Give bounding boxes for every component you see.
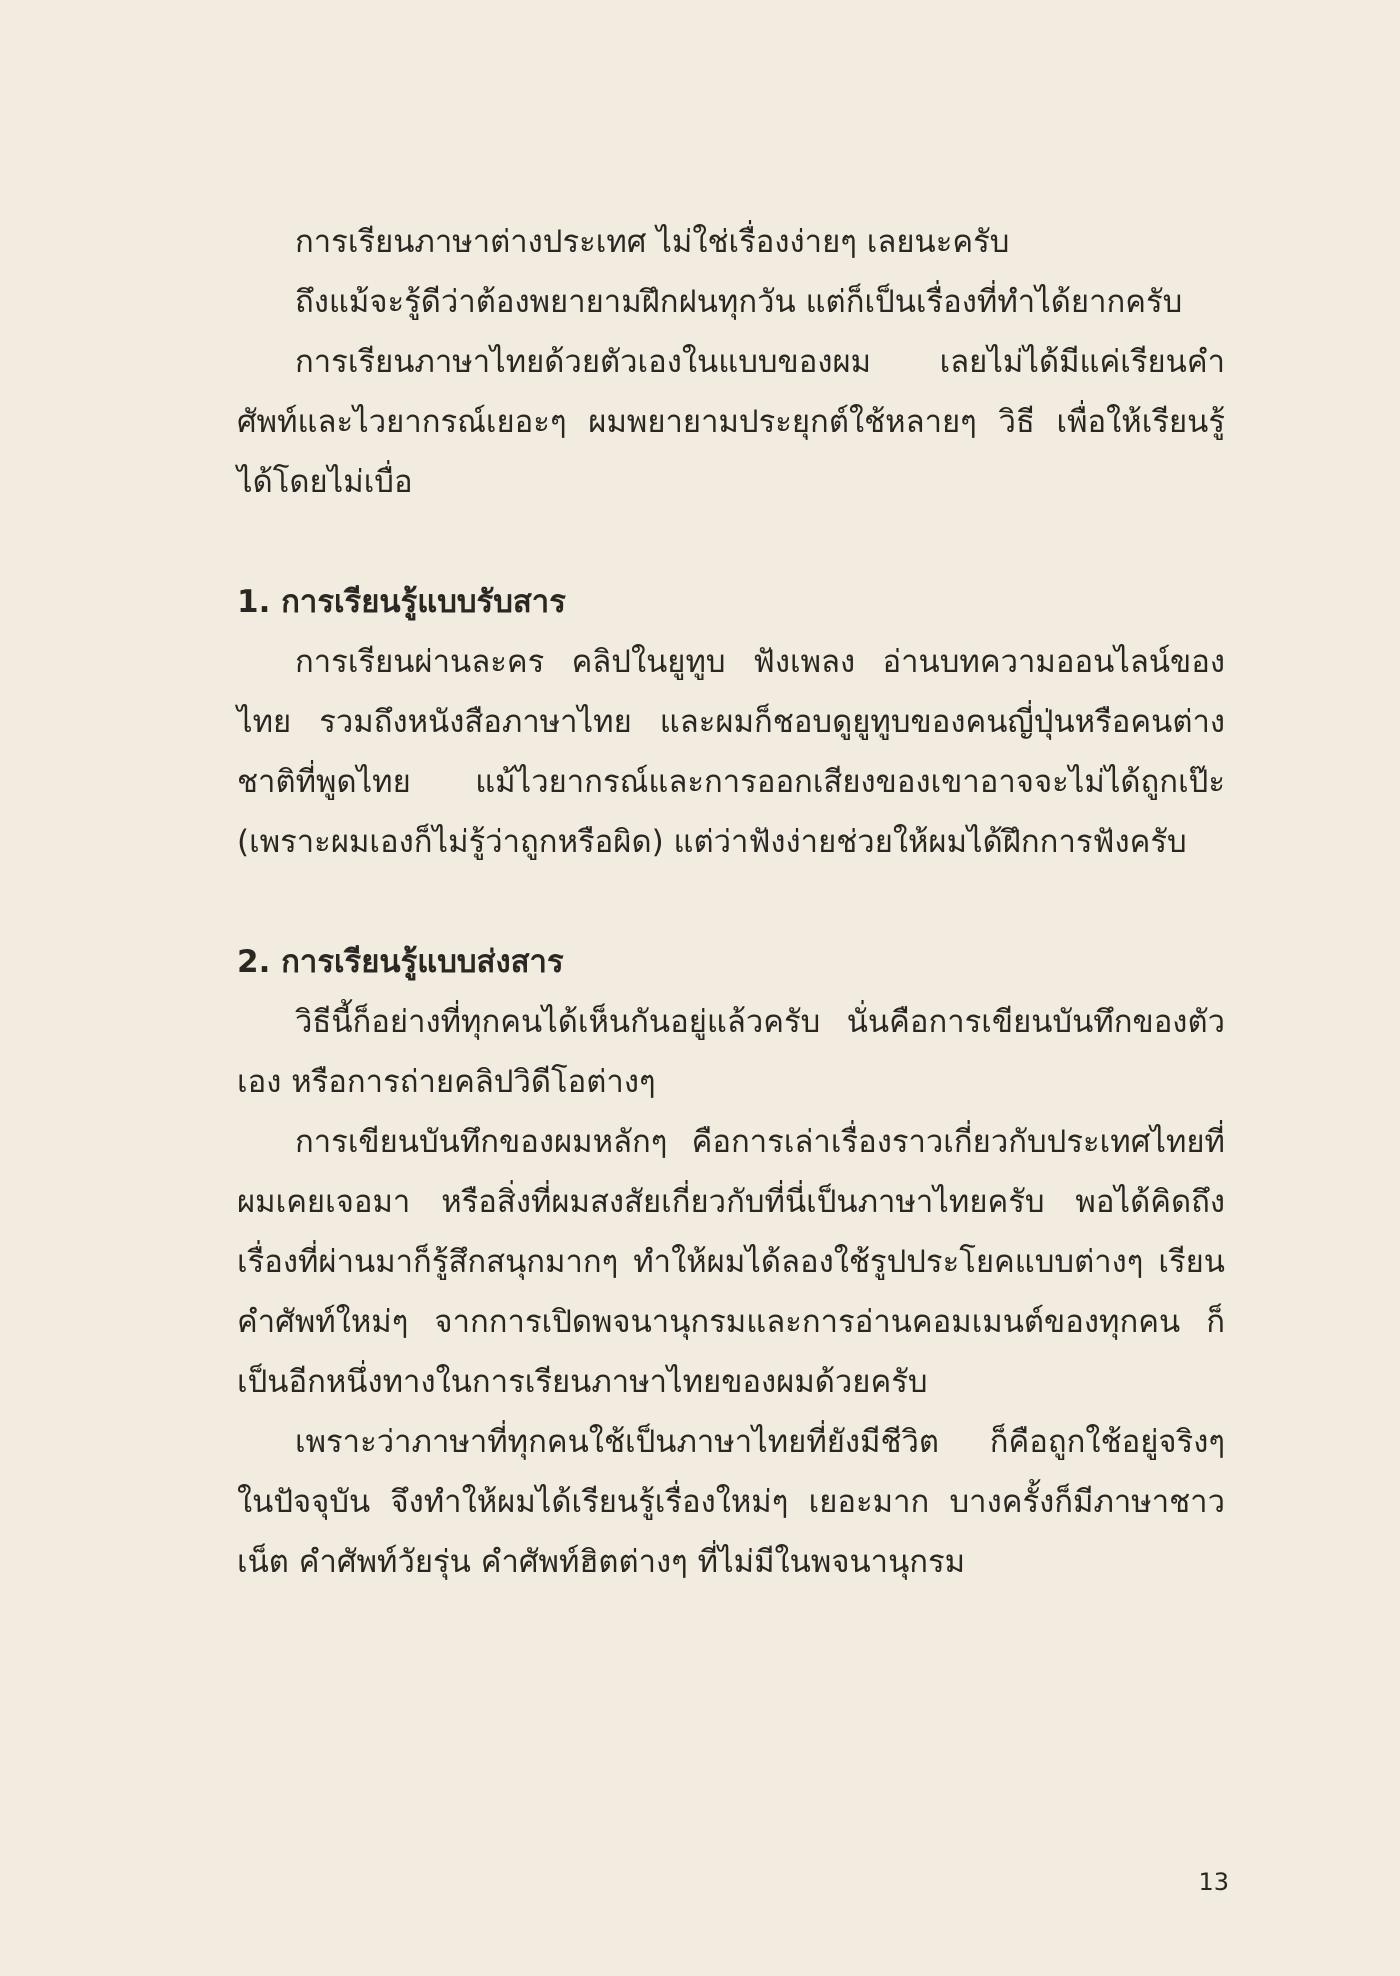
section-spacer	[237, 872, 1225, 932]
intro-paragraph-1: การเรียนภาษาต่างประเทศ ไม่ใช่เรื่องง่ายๆ เลยนะครับ	[295, 224, 1010, 260]
section-1-heading: 1. การเรียนรู้แบบรับสาร	[237, 584, 566, 620]
section-2-paragraph-2: การเขียนบันทึกของผมหลักๆ คือการเล่าเรื่องราวเกี่ยวกับประเทศไทยที่ผมเคยเจอมา หรือสิ่งที่ผมสงสัยเกี่ยวกับที่นี่เป็นภาษาไทยครับ พอได้คิดถึงเรื่องที่ผ่านมาก็รู้สึกสนุกมากๆ ทำให้ผมได้ลองใช้รูปประโยคแบบต่างๆ เรียนคำศัพท์ใหม่ๆ จากการเปิดพจนานุกรมและการอ่านคอมเมนต์ของทุกคน ก็เป็นอีกหนึ่งทางในการเรียนภาษาไทยของผมด้วยครับ	[237, 1124, 1225, 1400]
page-body	[237, 212, 1225, 1592]
section-1-paragraph-1: การเรียนผ่านละคร คลิปในยูทูบ ฟังเพลง อ่านบทความออนไลน์ของไทย รวมถึงหนังสือภาษาไทย และผมก็ชอบดูยูทูบของคนญี่ปุ่นหรือคนต่างชาติที่พูดไทย แม้ไวยากรณ์และการออกเสียงของเขาอาจจะไม่ได้ถูกเป๊ะ (เพราะผมเองก็ไม่รู้ว่าถูกหรือผิด) แต่ว่าฟังง่ายช่วยให้ผมได้ฝึกการฟังครับ	[237, 644, 1225, 860]
intro-paragraph-3: การเรียนภาษาไทยด้วยตัวเองในแบบของผม เลยไม่ได้มีแค่เรียนคำศัพท์และไวยากรณ์เยอะๆ ผมพยายามประยุกต์ใช้หลายๆ วิธี เพื่อให้เรียนรู้ได้โดยไม่เบื่อ	[237, 344, 1225, 500]
section-2-paragraph-3: เพราะว่าภาษาที่ทุกคนใช้เป็นภาษาไทยที่ยังมีชีวิต ก็คือถูกใช้อยู่จริงๆ ในปัจจุบัน จึงทำให้ผมได้เรียนรู้เรื่องใหม่ๆ เยอะมาก บางครั้งก็มีภาษาชาวเน็ต คำศัพท์วัยรุ่น คำศัพท์ฮิตต่างๆ ที่ไม่มีในพจนานุกรม	[237, 1424, 1225, 1580]
page-number: 13	[1198, 1868, 1229, 1896]
section-2-paragraph-1: วิธีนี้ก็อย่างที่ทุกคนได้เห็นกันอยู่แล้วครับ นั่นคือการเขียนบันทึกของตัวเอง หรือการถ่ายคลิปวิดีโอต่างๆ	[237, 1004, 1225, 1100]
section-spacer	[237, 512, 1225, 572]
intro-paragraph-2: ถึงแม้จะรู้ดีว่าต้องพยายามฝึกฝนทุกวัน แต่ก็เป็นเรื่องที่ทำได้ยากครับ	[295, 284, 1183, 320]
section-2-heading: 2. การเรียนรู้แบบส่งสาร	[237, 944, 564, 980]
